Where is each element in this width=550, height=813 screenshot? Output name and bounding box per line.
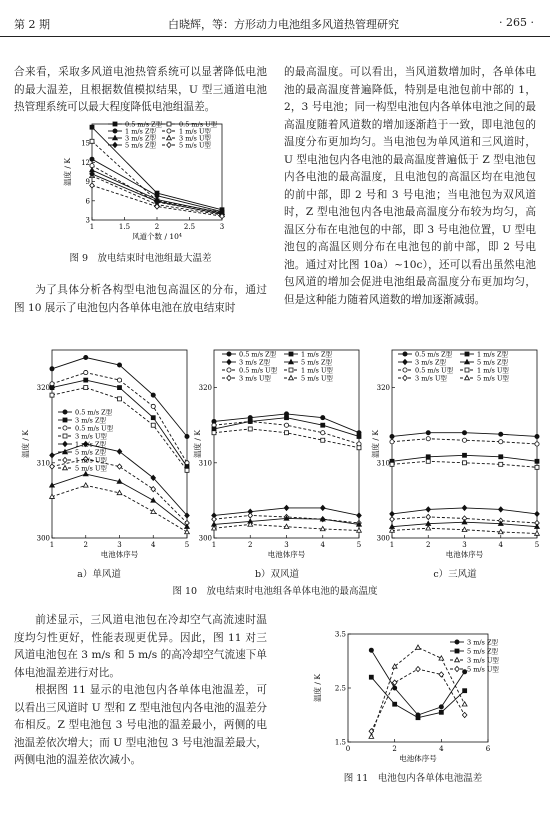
- series-group: [390, 459, 539, 469]
- data-point: [50, 367, 54, 371]
- data-point: [535, 511, 540, 516]
- y-tick-label: 2.5: [334, 684, 346, 693]
- y-tick-label: 15: [81, 139, 90, 148]
- data-point: [321, 438, 325, 442]
- data-point: [227, 352, 231, 356]
- x-tick-label: 4: [320, 541, 325, 549]
- data-point: [369, 729, 374, 734]
- data-point: [499, 455, 503, 459]
- data-point: [498, 507, 503, 512]
- data-point: [403, 375, 408, 380]
- legend-label: 3 m/s Z型: [415, 358, 446, 367]
- data-point: [118, 386, 122, 390]
- legend-label: 3 m/s U型: [239, 374, 271, 383]
- y-tick-label: 3.5: [334, 630, 346, 639]
- data-point: [462, 431, 466, 435]
- data-point: [227, 359, 232, 364]
- legend-label: 1 m/s U型: [477, 366, 509, 375]
- legend-label: 1 m/s U型: [301, 366, 333, 375]
- data-point: [63, 457, 68, 462]
- y-axis-label: 温度 / K: [313, 674, 322, 702]
- paragraph: 的最高温度。可以看出，当风道数增加时，各单体电池的最高温度普遍降低，特别是电池包前中部的 1，2，3 号电池；同一构型电池包内各单体电池之间的最高温度随着风道数的增加逐渐趋于一致，即电池包的温度分布更加均匀。当电池包为单风道和三风道时，U 型电池包内各电池的最高温度普遍低于 Z 型电池包内各电池的最高温度，且电池包的高温区均在电池包的前中部，即 2 号和 3 号电池；当电池包为双风道时，Z 型电池包内各电池最高温度分布较为均匀，高温区分布在电池包的中部，即 3 号电池位置，U 型电池包的高温区则分布在电池包的前中部，即 2 号电池。通过对比图 10a）~10c），还可以看出虽然电池包风道的增加会促进电池组最高温度分布更加均匀，但是这种能力随着风道数的增加逐渐减弱。: [284, 66, 536, 306]
- series-group: [50, 472, 190, 529]
- legend-label: 5 m/s U型: [301, 374, 333, 383]
- data-point: [248, 427, 252, 431]
- series-group: [369, 667, 467, 734]
- legend-label: 0.5 m/s U型: [239, 366, 278, 375]
- data-point: [113, 122, 117, 126]
- legend-label: 5 m/s Z型: [301, 358, 332, 367]
- data-point: [455, 649, 459, 653]
- data-point: [390, 434, 394, 438]
- data-point: [117, 363, 121, 367]
- data-point: [84, 386, 88, 390]
- data-point: [63, 418, 67, 422]
- text-left-mid: [14, 282, 267, 317]
- data-point: [499, 432, 503, 436]
- y-tick-label: 6: [85, 197, 90, 206]
- x-tick-label: 1: [389, 541, 395, 549]
- data-point: [84, 355, 88, 359]
- x-axis-label: 电池体序号: [399, 754, 437, 763]
- data-point: [535, 531, 540, 535]
- legend-label: 1 m/s U型: [179, 127, 211, 136]
- legend-label: 0.5 m/s Z型: [125, 120, 163, 129]
- x-tick-label: 2: [426, 541, 431, 549]
- x-tick-label: 0: [345, 745, 351, 753]
- data-point: [357, 513, 362, 518]
- data-point: [463, 453, 467, 457]
- x-tick-label: 4: [439, 745, 444, 753]
- data-point: [151, 509, 156, 513]
- y-tick-label: 310: [376, 459, 390, 468]
- data-point: [393, 686, 397, 690]
- running-title: 白晓辉，等：方形动力电池组多风道热管理研究: [168, 18, 399, 31]
- data-point: [455, 666, 460, 671]
- legend-label: 5 m/s U型: [179, 141, 211, 150]
- legend-label: 3 m/s Z型: [467, 638, 498, 647]
- data-point: [455, 640, 459, 644]
- x-tick-label: 5: [534, 541, 540, 549]
- series-group: [212, 522, 362, 532]
- page-number: · 265 ·: [499, 16, 534, 29]
- data-point: [63, 426, 67, 430]
- legend-label: 5 m/s Z型: [467, 647, 498, 656]
- data-point: [357, 434, 361, 438]
- legend-label: 1 m/s Z型: [125, 127, 156, 136]
- series-group: [390, 526, 540, 536]
- figure-10c-chart: [370, 340, 545, 565]
- data-point: [403, 368, 407, 372]
- figure-11-chart: [300, 612, 530, 767]
- data-point: [227, 375, 232, 380]
- data-point: [185, 434, 189, 438]
- series-line: [371, 677, 464, 718]
- legend-label: 3 m/s U型: [75, 432, 107, 441]
- data-point: [167, 122, 171, 126]
- data-point: [462, 702, 467, 706]
- y-tick-label: 310: [198, 459, 212, 468]
- data-point: [403, 359, 408, 364]
- legend-label: 3 m/s Z型: [125, 134, 156, 143]
- data-point: [439, 656, 444, 660]
- data-point: [185, 468, 189, 472]
- x-tick-label: 2: [248, 541, 253, 549]
- legend-label: 3 m/s U型: [467, 656, 499, 665]
- y-tick-label: 1.5: [334, 738, 346, 747]
- series-group: [50, 378, 189, 468]
- paragraph: 为了具体分析各构型电池包高温区的分布，通过图 10 展示了电池包内各单体电池在放电结束时: [14, 284, 267, 314]
- data-point: [284, 505, 289, 510]
- legend-label: 5 m/s U型: [467, 665, 499, 674]
- data-point: [369, 734, 374, 738]
- data-point: [84, 378, 88, 382]
- legend-label: 0.5 m/s Z型: [239, 350, 277, 359]
- figure-10a-chart: [14, 340, 194, 565]
- x-tick-label: 1: [211, 541, 217, 549]
- series-group: [390, 431, 539, 439]
- data-point: [426, 507, 431, 512]
- data-point: [84, 370, 88, 374]
- text-left-top: [14, 64, 267, 117]
- legend-label: 5 m/s U型: [75, 464, 107, 473]
- data-point: [63, 410, 67, 414]
- series-line: [371, 669, 464, 731]
- data-point: [535, 459, 539, 463]
- data-point: [285, 431, 289, 435]
- y-tick-label: 320: [376, 384, 390, 393]
- data-point: [151, 498, 156, 502]
- legend-label: 0.5 m/s U型: [415, 366, 454, 375]
- figure-11-caption: 图 11 电池包内各单体电池温差: [343, 773, 483, 784]
- figure-10-caption: 图 10 放电结束时电池组各单体电池的最高温度: [172, 586, 378, 597]
- y-tick-label: 12: [81, 158, 90, 167]
- y-tick-label: 3: [85, 216, 90, 225]
- figure-10c-label: c）三风道: [433, 569, 477, 580]
- data-point: [439, 710, 443, 714]
- data-point: [426, 514, 431, 519]
- data-point: [535, 442, 539, 446]
- data-point: [113, 129, 117, 133]
- legend-label: 5 m/s Z型: [477, 358, 508, 367]
- data-point: [369, 648, 373, 652]
- series-group: [369, 648, 467, 717]
- data-point: [535, 465, 539, 469]
- y-tick-label: 300: [198, 534, 212, 543]
- x-tick-label: 3: [117, 541, 122, 549]
- data-point: [416, 667, 421, 672]
- x-tick-label: 4: [498, 541, 503, 549]
- x-tick-label: 5: [184, 541, 190, 549]
- data-point: [90, 157, 94, 161]
- legend-label: 1 m/s Z型: [301, 350, 332, 359]
- legend-label: 1 m/s Z型: [477, 350, 508, 359]
- x-tick-label: 6: [485, 745, 491, 753]
- data-point: [227, 368, 231, 372]
- data-point: [151, 416, 155, 420]
- data-point: [289, 368, 293, 372]
- legend-label: 3 m/s U型: [179, 134, 211, 143]
- data-point: [50, 464, 55, 469]
- y-axis-label: 温度 / K: [193, 430, 202, 458]
- data-point: [185, 529, 190, 533]
- x-tick-label: 3: [462, 541, 467, 549]
- figure-9-chart: [60, 118, 230, 246]
- data-point: [426, 459, 430, 463]
- y-tick-label: 300: [36, 534, 50, 543]
- x-axis-label: 电池体序号: [445, 550, 484, 559]
- data-point: [90, 139, 94, 143]
- data-point: [321, 431, 325, 435]
- x-tick-label: 1: [49, 541, 55, 549]
- x-tick-label: 3: [219, 223, 225, 231]
- data-point: [535, 434, 539, 438]
- data-point: [151, 393, 155, 397]
- data-point: [403, 352, 407, 356]
- data-point: [390, 511, 395, 516]
- legend-label: 0.5 m/s Z型: [75, 408, 113, 417]
- data-point: [393, 702, 397, 706]
- legend-label: 5 m/s Z型: [125, 141, 156, 150]
- series-group: [50, 386, 189, 473]
- figure-10b-label: b）双风道: [254, 569, 300, 580]
- issue-label: 第 2 期: [14, 18, 50, 31]
- series-group: [390, 437, 539, 446]
- data-point: [320, 505, 325, 510]
- data-point: [50, 386, 54, 390]
- data-point: [248, 513, 253, 518]
- data-point: [248, 419, 252, 423]
- data-point: [426, 437, 430, 441]
- data-point: [50, 453, 55, 458]
- data-point: [83, 483, 88, 487]
- data-point: [284, 423, 288, 427]
- data-point: [117, 490, 122, 494]
- data-point: [151, 423, 155, 427]
- data-point: [321, 416, 325, 420]
- x-tick-label: 2: [83, 541, 88, 549]
- series-group: [50, 483, 190, 534]
- data-point: [212, 431, 216, 435]
- running-header: [0, 0, 550, 37]
- x-tick-label: 1: [89, 223, 95, 231]
- data-point: [118, 397, 122, 401]
- legend-label: 0.5 m/s Z型: [415, 350, 453, 359]
- data-point: [113, 142, 118, 147]
- data-point: [167, 129, 171, 133]
- legend-label: 3 m/s Z型: [75, 416, 106, 425]
- data-point: [416, 645, 421, 649]
- data-point: [212, 517, 217, 522]
- data-point: [462, 712, 467, 717]
- data-point: [151, 404, 155, 408]
- data-point: [463, 461, 467, 465]
- figure-10a-label: a）单风道: [77, 569, 121, 580]
- data-point: [465, 368, 469, 372]
- legend-label: 5 m/s U型: [477, 374, 509, 383]
- legend-label: 0.5 m/s U型: [75, 424, 114, 433]
- data-point: [285, 416, 289, 420]
- data-point: [416, 716, 420, 720]
- x-tick-label: 1.5: [118, 223, 131, 231]
- data-point: [63, 434, 67, 438]
- data-point: [426, 431, 430, 435]
- legend-label: 5 m/s Z型: [75, 448, 106, 457]
- data-point: [426, 455, 430, 459]
- x-tick-label: 2: [392, 745, 397, 753]
- paragraph: 合来看，采取多风道电池热管系统可以显著降低电池的最大温差，且根据数值模拟结果，U 型三通道电池热管理系统可以最大程度降低电池组温差。: [14, 66, 267, 113]
- data-point: [499, 462, 503, 466]
- text-right-top: [284, 64, 536, 309]
- figure-10b-chart: [192, 340, 372, 565]
- data-point: [90, 183, 95, 188]
- data-point: [63, 441, 68, 446]
- data-point: [90, 125, 94, 129]
- data-point: [392, 680, 397, 685]
- paragraph: 根据图 11 显示的电池包内各单体电池温差，可以看出三风道时 U 型和 Z 型电池包内各电池的温差分布相反。Z 型电池包 3 号电池的温差最小，两侧的电池温差依次增大；而 U 型电池包 3 号电池温差最大，两侧电池的温差依次减小。: [14, 684, 267, 766]
- data-point: [499, 440, 503, 444]
- legend-label: 1 m/s Z型: [75, 440, 106, 449]
- data-point: [357, 528, 362, 532]
- data-point: [390, 440, 394, 444]
- y-axis-label: 温度 / K: [21, 430, 30, 458]
- x-axis-label: 电池体序号: [100, 550, 139, 559]
- paragraph: 前述显示，三风道电池包在冷却空气高流速时温度均匀性更好，性能表现更优异。因此，图 11 对三风道电池包在 3 m/s 和 5 m/s 的高冷却空气流速下单体电池温差进行对比。: [14, 614, 267, 679]
- data-point: [439, 672, 444, 677]
- x-tick-label: 2.5: [183, 223, 196, 231]
- figure-9-caption: 图 9 放电结束时电池组最大温差: [69, 253, 212, 264]
- data-point: [117, 464, 122, 469]
- text-left-bottom: [14, 612, 267, 770]
- y-tick-label: 9: [85, 178, 90, 187]
- x-axis-label: 风道个数 / 10⁴: [132, 232, 182, 241]
- y-tick-label: 310: [36, 459, 50, 468]
- data-point: [117, 378, 121, 382]
- data-point: [321, 423, 325, 427]
- data-point: [439, 705, 443, 709]
- y-tick-label: 320: [198, 384, 212, 393]
- data-point: [369, 675, 373, 679]
- data-point: [167, 142, 172, 147]
- x-axis-label: 电池体序号: [267, 550, 306, 559]
- data-point: [463, 689, 467, 693]
- x-tick-label: 3: [284, 541, 289, 549]
- series-group: [390, 505, 540, 516]
- legend-label: 1 m/s U型: [75, 456, 107, 465]
- y-axis-label: 温度 / K: [371, 430, 380, 458]
- data-point: [390, 462, 394, 466]
- y-tick-label: 300: [376, 534, 390, 543]
- data-point: [50, 393, 54, 397]
- x-tick-label: 4: [151, 541, 156, 549]
- legend-label: 3 m/s Z型: [239, 358, 270, 367]
- data-point: [462, 438, 466, 442]
- y-axis-label: 温度 / K: [63, 158, 72, 186]
- data-point: [462, 505, 467, 510]
- data-point: [465, 352, 469, 356]
- x-tick-label: 2: [154, 223, 160, 231]
- data-point: [390, 517, 395, 522]
- y-tick-label: 320: [36, 384, 50, 393]
- x-tick-label: 5: [356, 541, 362, 549]
- data-point: [357, 446, 361, 450]
- data-point: [289, 352, 293, 356]
- legend-label: 0.5 m/s U型: [179, 120, 218, 129]
- legend-label: 3 m/s U型: [415, 374, 447, 383]
